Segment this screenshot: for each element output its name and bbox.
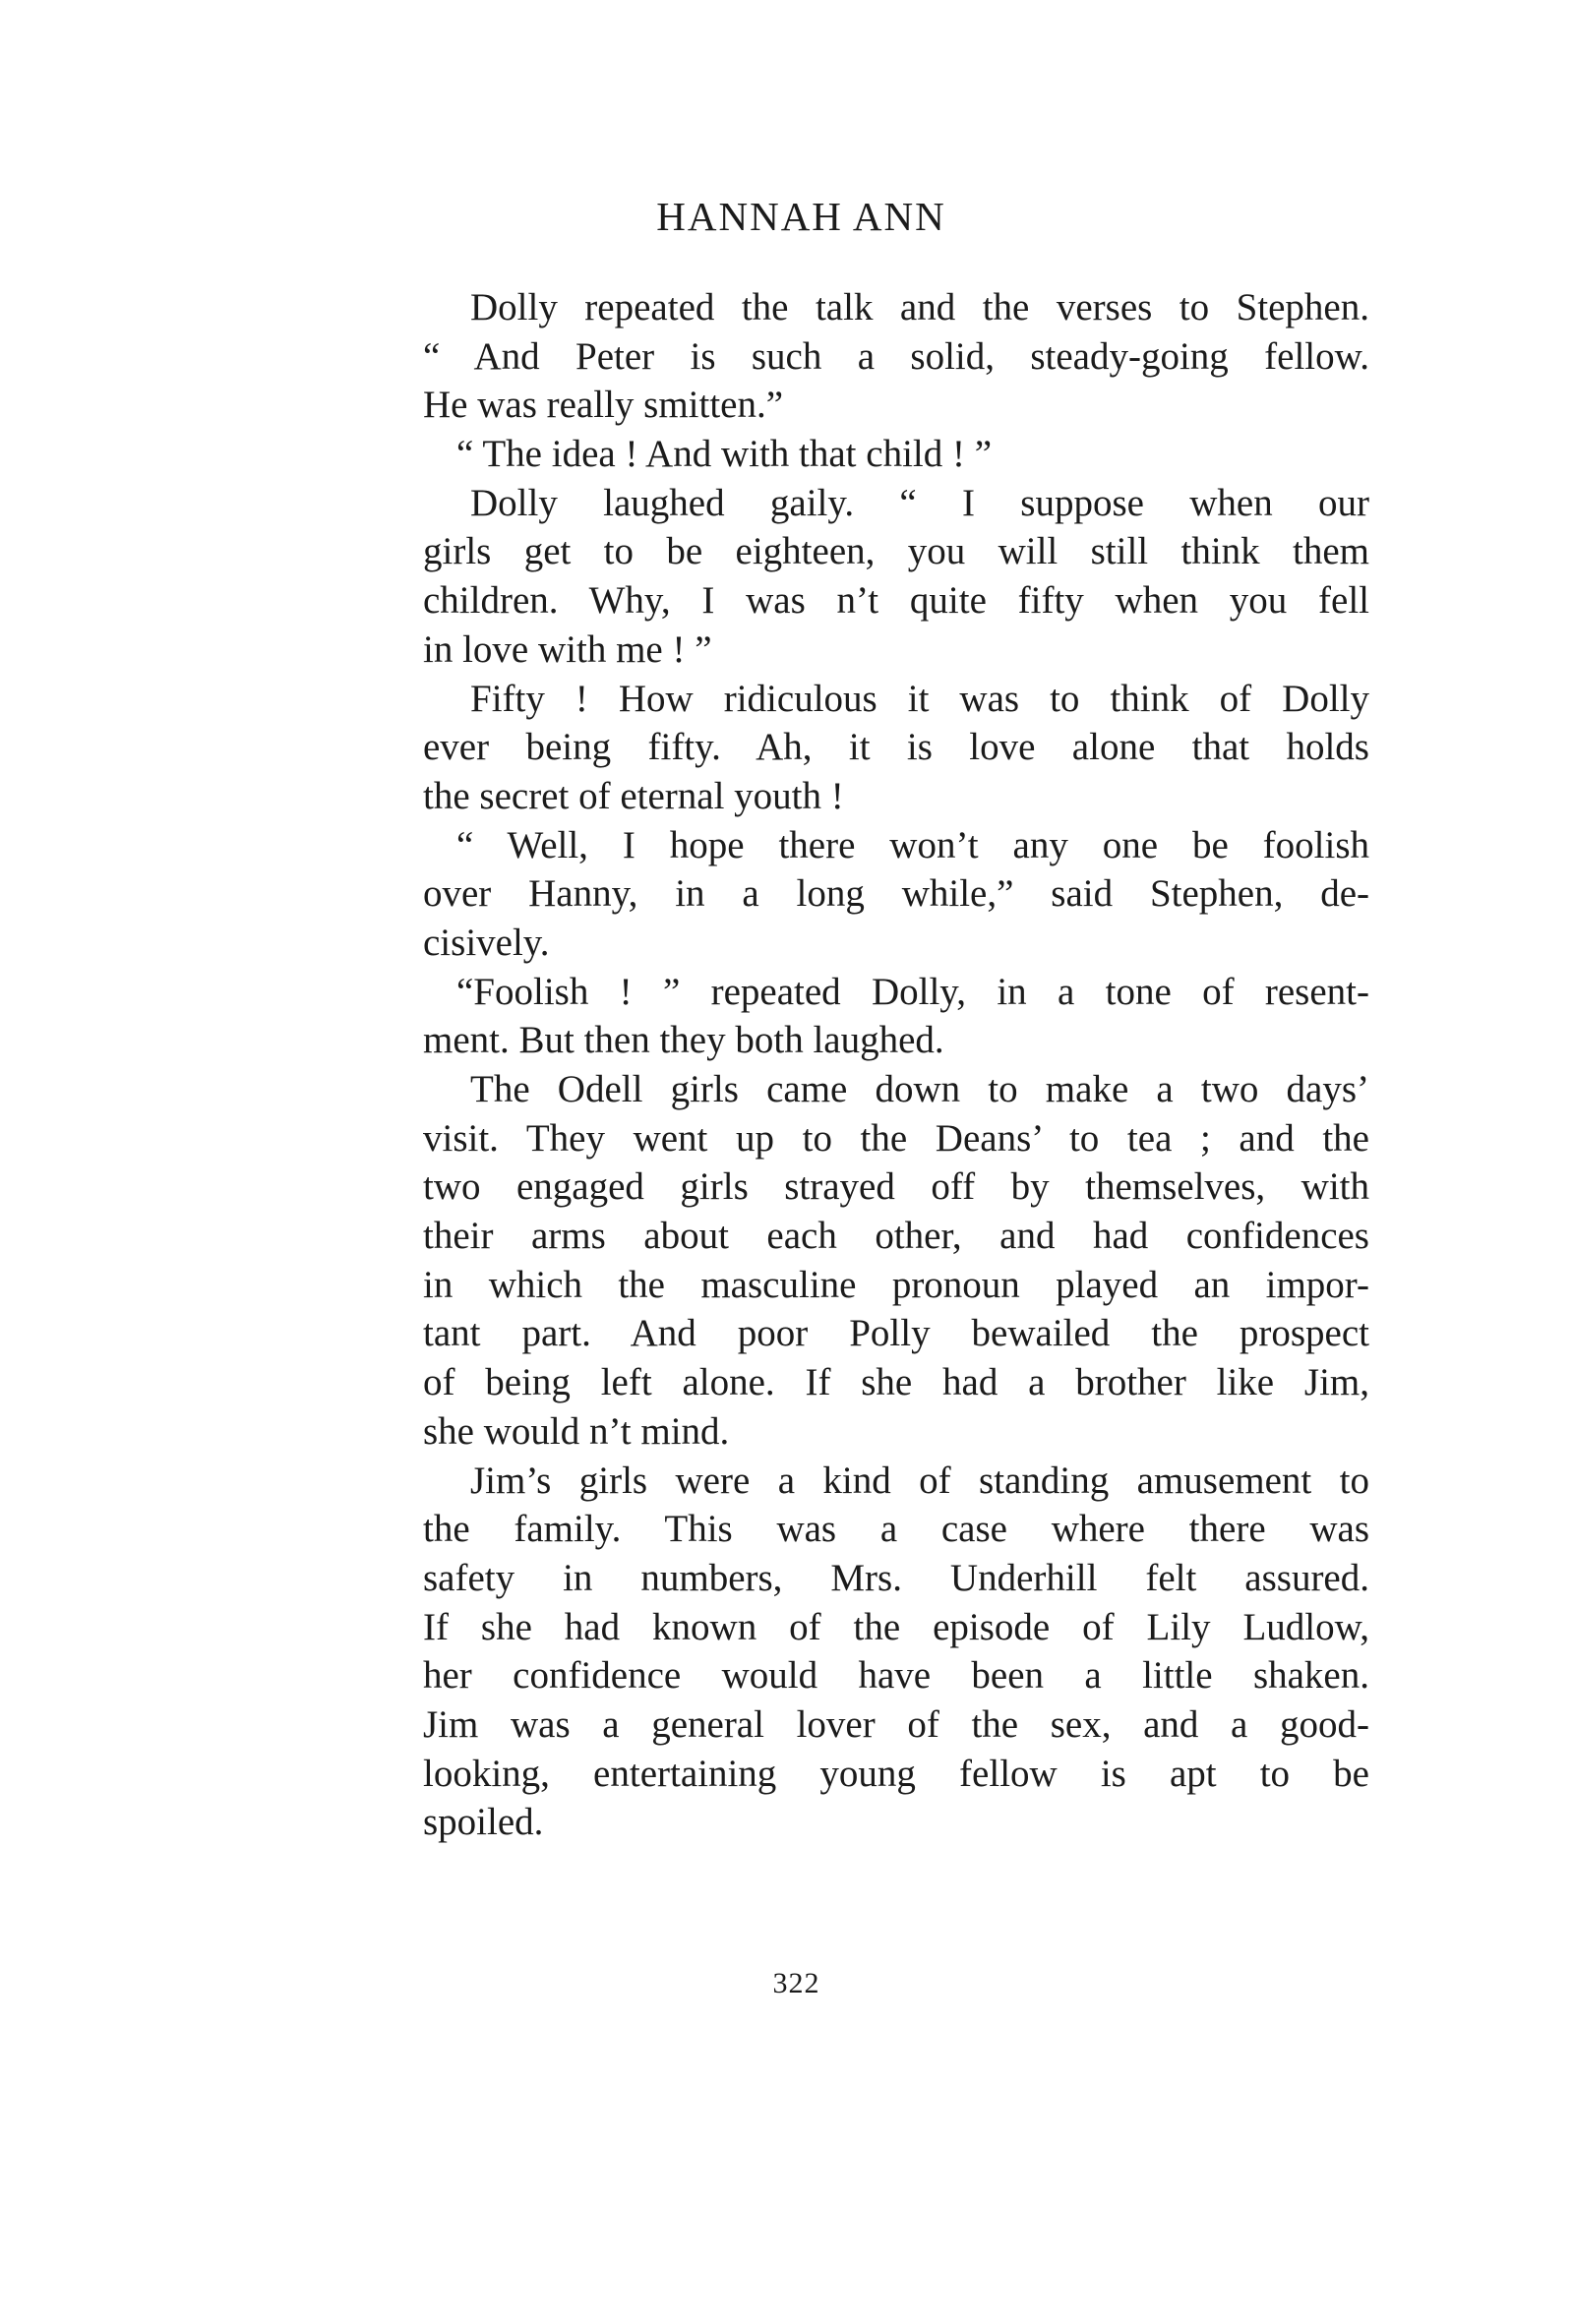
text-line: Dolly laughed gaily. “ I suppose when our [470,481,1369,524]
text-line: He was really smitten.” [423,384,784,427]
text-line: ever being fifty. Ah, it is love alone that holds [423,726,1369,769]
text-line: “ And Peter is such a solid, steady-going fellow. [423,334,1369,378]
text-line: their arms about each other, and had confidences [423,1215,1369,1258]
text-line: of being left alone. If she had a brother like Jim, [423,1361,1369,1404]
body-text [423,283,1369,1847]
text-line: ment. But then they both laughed. [423,1019,944,1062]
text-line: the family. This was a case where there was [423,1508,1369,1551]
text-line: two engaged girls strayed off by themselves, with [423,1165,1369,1209]
text-line: children. Why, I was n’t quite fifty when you fell [423,579,1369,623]
text-line: “ Well, I hope there won’t any one be foolish [456,823,1369,866]
text-line: “Foolish ! ” repeated Dolly, in a tone of resent- [456,970,1369,1013]
text-line: she would n’t mind. [423,1409,730,1453]
text-line: looking, entertaining young fellow is apt to be [423,1752,1369,1795]
text-line: in which the masculine pronoun played an impor- [423,1263,1369,1306]
text-line: tant part. And poor Polly bewailed the prospect [423,1312,1369,1355]
text-line: The Odell girls came down to make a two days’ [470,1068,1369,1110]
text-line: cisively. [423,921,550,964]
text-line: “ The idea ! And with that child ! ” [456,433,993,476]
text-line: If she had known of the episode of Lily Ludlow, [423,1605,1369,1648]
text-line: visit. They went up to the Deans’ to tea ; and the [423,1116,1369,1160]
text-line: safety in numbers, Mrs. Underhill felt assured. [423,1556,1369,1599]
text-line: in love with me ! ” [423,627,712,671]
text-line: Dolly repeated the talk and the verses to Stephen. [470,286,1369,328]
text-line: spoiled. [423,1801,544,1844]
text-line: girls get to be eighteen, you will still think them [423,530,1369,573]
text-line: Fifty ! How ridiculous it was to think of Dolly [470,677,1369,720]
text-line: over Hanny, in a long while,” said Stephen, de- [423,872,1369,916]
text-line: Jim’s girls were a kind of standing amusement to [470,1459,1369,1502]
text-line: her confidence would have been a little shaken. [423,1654,1369,1698]
running-head: HANNAH ANN [656,194,946,239]
page-number: 322 [772,1967,820,1999]
text-line: Jim was a general lover of the sex, and a good- [423,1702,1369,1746]
text-line: the secret of eternal youth ! [423,774,844,817]
